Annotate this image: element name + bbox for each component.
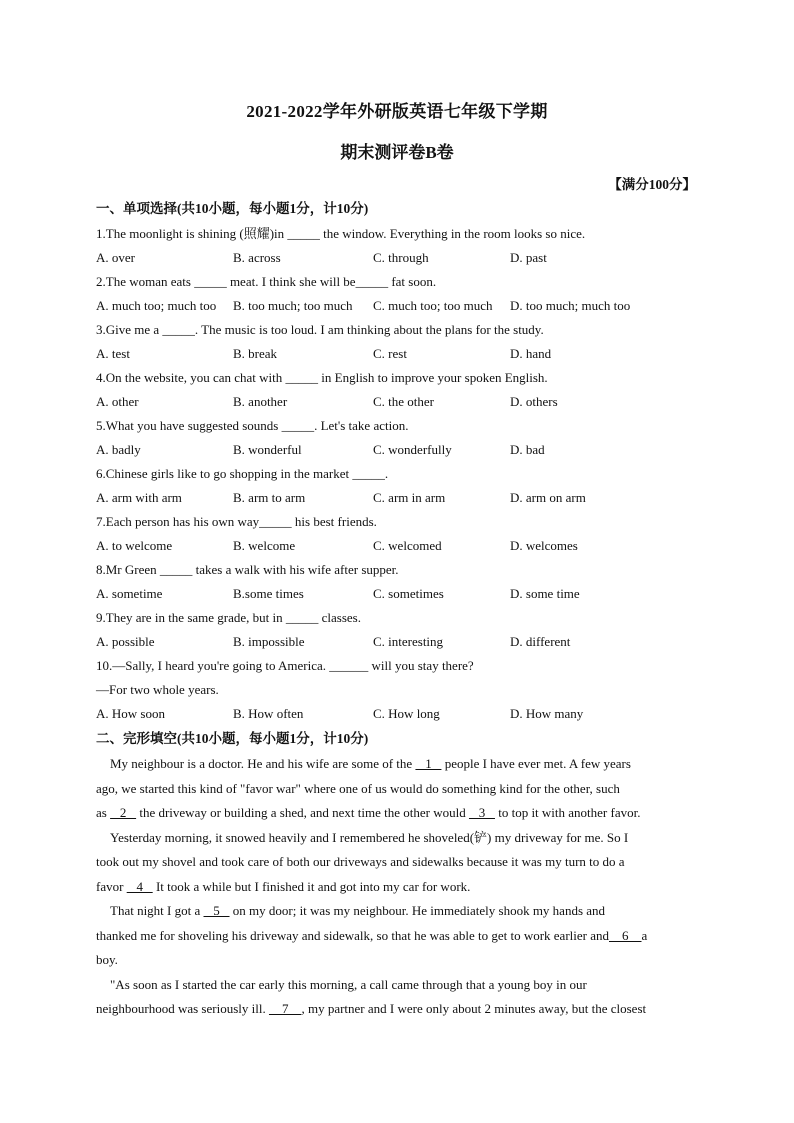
option-c: C. How long — [373, 706, 440, 721]
passage-text: My neighbour is a doctor. He and his wife are some of the — [110, 756, 416, 771]
passage-text: favor — [96, 878, 127, 894]
question-stem: 7.Each person has his own way_____ his best friends. — [96, 514, 377, 529]
option-c: C. much too; too much — [373, 298, 493, 313]
option-b: B.some times — [233, 586, 304, 601]
option-c: C. wonderfully — [373, 442, 452, 457]
option-a: A. badly — [96, 442, 141, 457]
section-heading-cloze: 二、完形填空(共10小题，每小题1分，计10分) — [96, 731, 369, 746]
question-options — [96, 294, 700, 318]
passage-line — [96, 777, 700, 802]
cloze-blank: 3 — [468, 805, 495, 820]
question-options — [96, 630, 700, 654]
option-d: D. others — [510, 394, 558, 409]
document-body — [96, 196, 700, 1022]
option-c: C. welcomed — [373, 538, 442, 553]
option-d: D. arm on arm — [510, 490, 586, 505]
passage-line — [96, 997, 700, 1022]
cloze-blank: 5 — [203, 903, 230, 918]
option-c: C. interesting — [373, 634, 444, 649]
question-options — [96, 438, 700, 462]
passage-line — [96, 850, 700, 875]
option-b: B. across — [233, 250, 281, 265]
option-a: A. much too; much too — [96, 298, 217, 313]
question-stem: 9.They are in the same grade, but in _____ classes. — [96, 610, 361, 625]
option-b: B. another — [233, 394, 288, 409]
option-d: D. welcomes — [510, 538, 578, 553]
cloze-blank: 6 — [609, 927, 642, 943]
question-options — [96, 582, 700, 606]
question-stem: 4.On the website, you can chat with _____ in English to improve your spoken English. — [96, 370, 548, 385]
option-c: C. through — [373, 250, 429, 265]
question-stem: 8.Mr Green _____ takes a walk with his wife after supper. — [96, 562, 399, 577]
option-d: D. hand — [510, 346, 552, 361]
passage-text: , my partner and I were only about 2 minutes away, but the closest — [301, 1001, 647, 1016]
passage-text: ago, we started this kind of "favor war" where one of us would do something kind for the other, such — [96, 780, 620, 796]
passage-text: people I have ever met. A few years — [441, 756, 631, 771]
option-c: C. rest — [373, 346, 407, 361]
option-d: D. too much; much too — [510, 298, 631, 313]
passage-text: It took a while but I finished it and got into my car for work. — [152, 878, 471, 894]
option-b: B. How often — [233, 706, 304, 721]
passage-text: thanked me for shoveling his driveway and sidewalk, so that he was able to get to work earlier and — [96, 927, 609, 943]
question-options — [96, 702, 700, 726]
score-label: 【满分100分】 — [608, 177, 696, 192]
passage-text: That night I got a — [110, 903, 204, 918]
passage-text: to top it with another favor. — [494, 805, 641, 820]
option-a: A. test — [96, 346, 130, 361]
question-options — [96, 390, 700, 414]
passage-line — [96, 801, 700, 826]
option-b: B. welcome — [233, 538, 296, 553]
question-options — [96, 486, 700, 510]
question-stem: 5.What you have suggested sounds _____. Let's take action. — [96, 418, 409, 433]
option-c: C. sometimes — [373, 586, 444, 601]
passage-line — [96, 875, 700, 900]
cloze-blank: 4 — [126, 878, 153, 894]
option-a: A. to welcome — [96, 538, 173, 553]
passage-text: on my door; it was my neighbour. He immediately shook my hands and — [229, 903, 606, 918]
passage-text: "As soon as I started the car early this morning, a call came through that a young boy in our — [110, 976, 587, 992]
option-a: A. sometime — [96, 586, 163, 601]
option-b: B. wonderful — [233, 442, 302, 457]
passage-line — [96, 973, 700, 998]
cloze-blank: 7 — [268, 1001, 302, 1016]
option-b: B. too much; too much — [233, 298, 353, 313]
question-stem: 10.—Sally, I heard you're going to America. ______ will you stay there? — [96, 658, 474, 673]
section-heading-single-choice: 一、单项选择(共10小题，每小题1分，计10分) — [96, 201, 369, 216]
passage-text: as — [96, 805, 111, 820]
question-list — [96, 222, 700, 726]
passage-text: Yesterday morning, it snowed heavily and I remembered he shoveled(铲) my driveway for me. So I — [110, 829, 629, 845]
option-d: D. some time — [510, 586, 580, 601]
option-a: A. other — [96, 394, 139, 409]
question-options — [96, 534, 700, 558]
option-c: C. arm in arm — [373, 490, 446, 505]
question-stem: 3.Give me a _____. The music is too loud. I am thinking about the plans for the study. — [96, 322, 544, 337]
question-stem: 1.The moonlight is shining (照耀)in _____ the window. Everything in the room looks so nice. — [96, 226, 586, 241]
document-subtitle: 期末测评卷B卷 — [340, 143, 454, 162]
question-stem: 2.The woman eats _____ meat. I think she will be_____ fat soon. — [96, 274, 437, 289]
passage-text: a — [641, 927, 648, 943]
option-a: A. How soon — [96, 706, 165, 721]
question-options — [96, 246, 700, 270]
question-stem: —For two whole years. — [96, 682, 219, 697]
option-d: D. different — [510, 634, 571, 649]
option-c: C. the other — [373, 394, 435, 409]
question-stem: 6.Chinese girls like to go shopping in the market _____. — [96, 466, 389, 481]
option-d: D. past — [510, 250, 547, 265]
option-a: A. arm with arm — [96, 490, 182, 505]
option-b: B. impossible — [233, 634, 305, 649]
option-b: B. arm to arm — [233, 490, 306, 505]
passage-text: took out my shovel and took care of both our driveways and sidewalks because it was my turn to do a — [96, 854, 625, 869]
question-options — [96, 342, 700, 366]
passage-text: the driveway or building a shed, and next time the other would — [136, 805, 469, 820]
option-b: B. break — [233, 346, 278, 361]
cloze-passage — [96, 752, 700, 1022]
document-title: 2021-2022学年外研版英语七年级下学期 — [246, 102, 548, 121]
cloze-blank: 2 — [110, 805, 137, 820]
passage-line — [96, 752, 700, 777]
cloze-blank: 1 — [415, 756, 442, 771]
passage-line — [96, 826, 700, 851]
option-d: D. bad — [510, 442, 545, 457]
passage-line — [96, 948, 700, 973]
passage-text: neighbourhood was seriously ill. — [96, 1001, 269, 1016]
option-d: D. How many — [510, 706, 584, 721]
option-a: A. over — [96, 250, 135, 265]
passage-line — [96, 924, 700, 949]
passage-text: boy. — [96, 952, 118, 967]
option-a: A. possible — [96, 634, 155, 649]
passage-line — [96, 899, 700, 924]
